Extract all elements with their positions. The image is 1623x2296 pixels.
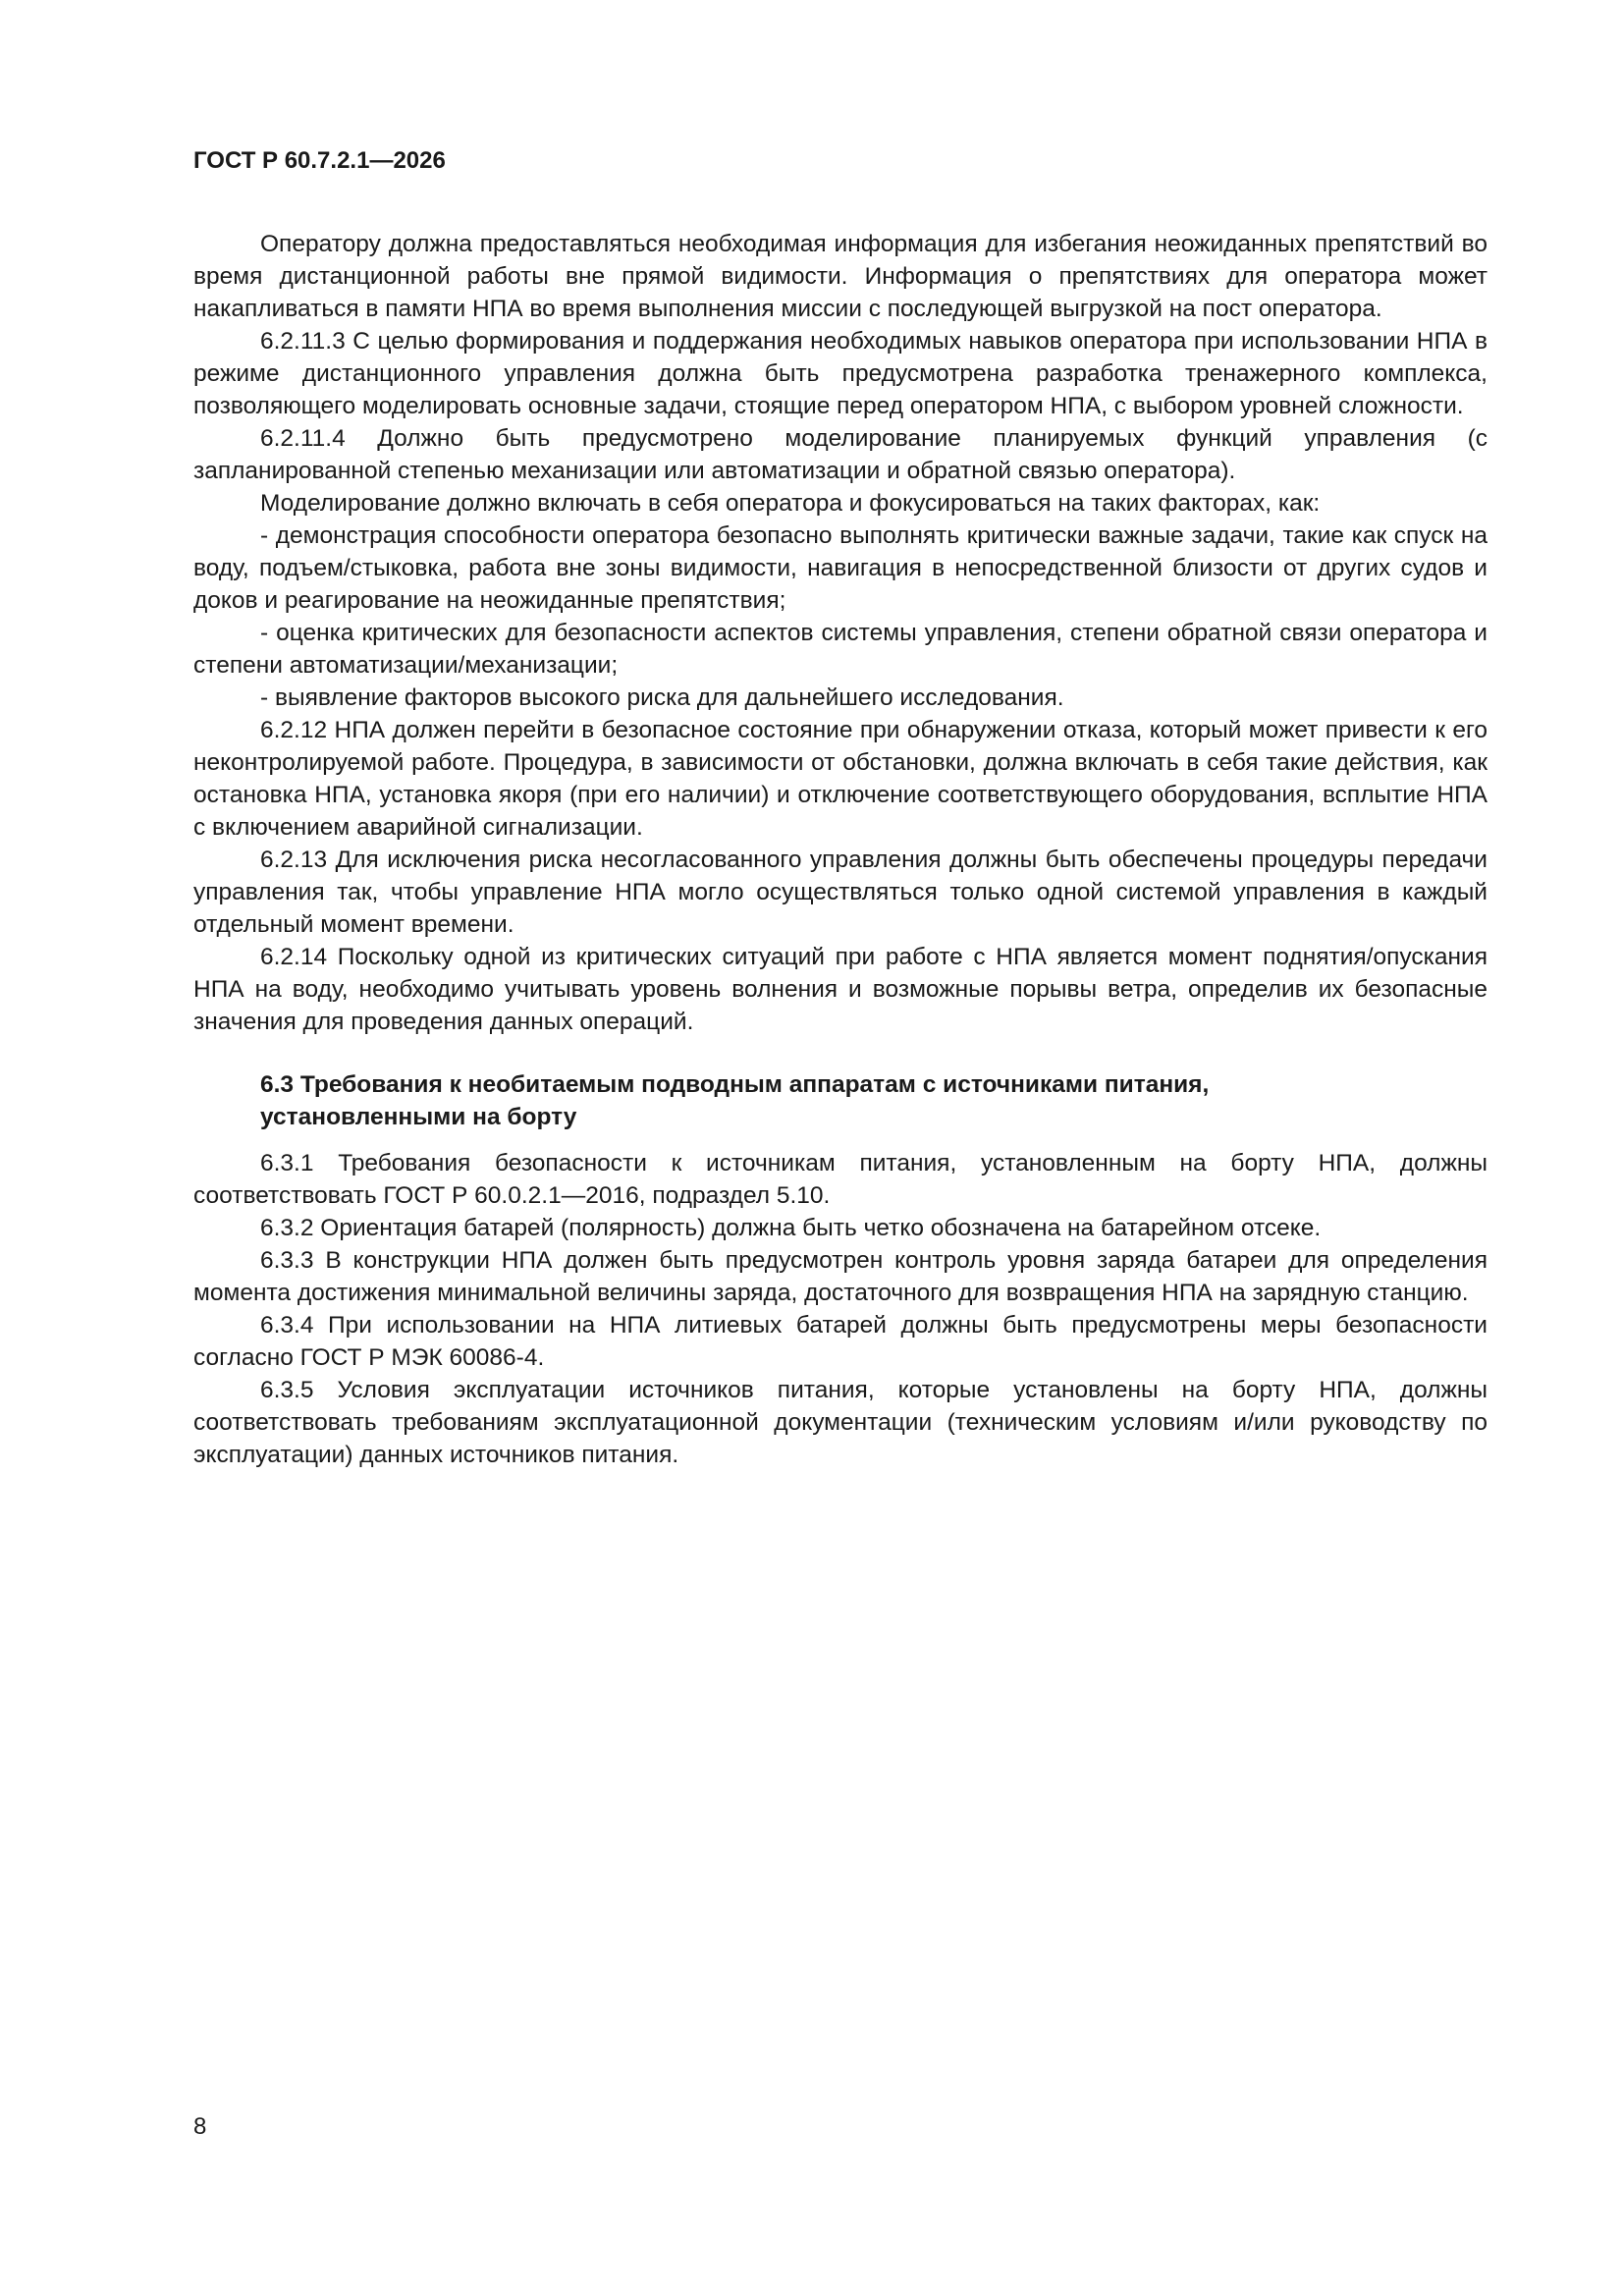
list-item-assessment: - оценка критических для безопасности аспектов системы управления, степени обратной связи оператора и степени автоматизации/механизации; [193,620,1488,679]
paragraph-6-3-3: 6.3.3 В конструкции НПА должен быть предусмотрен контроль уровня заряда батареи для определения момента достижения минимальной величины заряда, достаточного для возвращения НПА на зарядную станцию. [193,1247,1488,1306]
document-body [193,228,1488,1471]
section-heading-line-1: 6.3 Требования к необитаемым подводным аппаратам с источниками питания, [260,1071,1210,1098]
paragraph-6-3-2: 6.3.2 Ориентация батарей (полярность) должна быть четко обозначена на батарейном отсеке. [260,1215,1322,1241]
paragraph-6-2-13: 6.2.13 Для исключения риска несогласованного управления должны быть обеспечены процедуры передачи управления так, чтобы управление НПА могло осуществляться только одной системой управления в каждый отдельный момент времени. [193,847,1488,938]
document-code-header: ГОСТ Р 60.7.2.1—2026 [193,147,446,174]
paragraph-6-2-11-3: 6.2.11.3 С целью формирования и поддержания необходимых навыков оператора при использовании НПА в режиме дистанционного управления должна быть предусмотрена разработка тренажерного комплекса, позволяющего моделировать основные задачи, стоящие перед оператором НПА, с выбором уровней сложности. [193,328,1488,419]
list-item-risk-factors: - выявление факторов высокого риска для дальнейшего исследования. [260,684,1064,711]
paragraph-6-2-14: 6.2.14 Поскольку одной из критических ситуаций при работе с НПА является момент поднятия/опускания НПА на воду, необходимо учитывать уровень волнения и возможные порывы ветра, определив их безопасные значения для проведения данных операций. [193,944,1488,1035]
paragraph-modeling-intro: Моделирование должно включать в себя оператора и фокусироваться на таких факторах, как: [260,490,1321,517]
list-item-demonstration: - демонстрация способности оператора безопасно выполнять критически важные задачи, такие как спуск на воду, подъем/стыковка, работа вне зоны видимости, навигация в непосредственной близости от других судов и доков и реагирование на неожиданные препятствия; [193,522,1488,614]
paragraph-6-2-11-4: 6.2.11.4 Должно быть предусмотрено моделирование планируемых функций управления (с запланированной степенью механизации или автоматизации и обратной связью оператора). [193,425,1488,484]
paragraph-6-3-5: 6.3.5 Условия эксплуатации источников питания, которые установлены на борту НПА, должны соответствовать требованиям эксплуатационной документации (техническим условиям и/или руководству по эксплуатации) данных источников питания. [193,1377,1488,1468]
paragraph-operator-info: Оператору должна предоставляться необходимая информация для избегания неожиданных препятствий во время дистанционной работы вне прямой видимости. Информация о препятствиях для оператора может накапливаться в памяти НПА во время выполнения миссии с последующей выгрузкой на пост оператора. [193,231,1488,322]
paragraph-6-2-12: 6.2.12 НПА должен перейти в безопасное состояние при обнаружении отказа, который может привести к его неконтролируемой работе. Процедура, в зависимости от обстановки, должна включать в себя такие действия, как остановка НПА, установка якоря (при его наличии) и отключение соответствующего оборудования, всплытие НПА с включением аварийной сигнализации. [193,717,1488,841]
section-heading-line-2: установленными на борту [260,1104,577,1130]
paragraph-6-3-1: 6.3.1 Требования безопасности к источникам питания, установленным на борту НПА, должны соответствовать ГОСТ Р 60.0.2.1—2016, подраздел 5.10. [193,1150,1488,1209]
page-number: 8 [193,2113,207,2140]
paragraph-6-3-4: 6.3.4 При использовании на НПА литиевых батарей должны быть предусмотрены меры безопасности согласно ГОСТ Р МЭК 60086-4. [193,1312,1488,1371]
section-heading-6-3 [260,1068,1488,1133]
